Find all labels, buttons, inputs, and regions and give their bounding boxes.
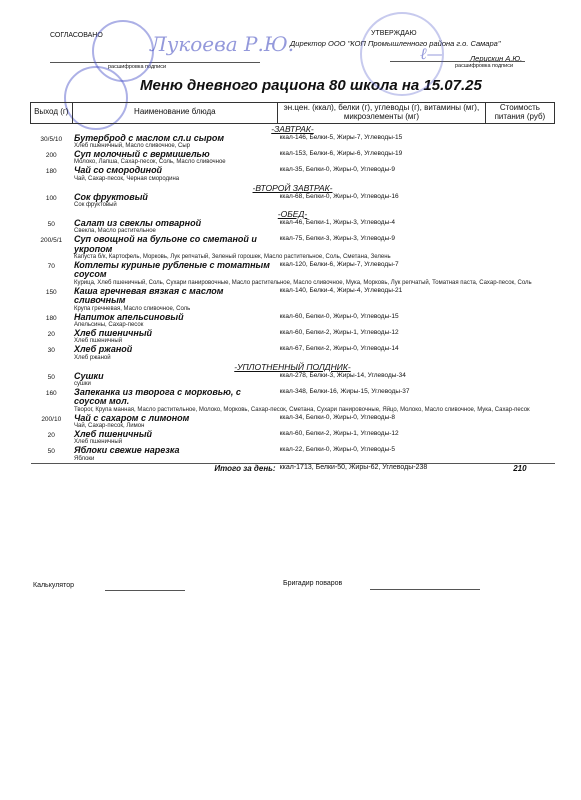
dish-cost — [485, 372, 554, 381]
dish-cost — [485, 345, 554, 354]
dish-cell — [72, 446, 278, 455]
dish-ingredients: Апельсины, Сахар-песок — [74, 321, 144, 328]
dish-output: 200 — [45, 151, 57, 159]
dish-output: 30 — [47, 347, 55, 355]
dish-cell — [72, 134, 278, 143]
director-title: Директор ООО "КОП Промышленного района г.о. Самара" — [290, 39, 501, 48]
left-decryption-label: расшифровка подписи — [108, 64, 167, 70]
dish-nutrition: ккал-34, Белки-0, Жиры-0, Углеводы-8 — [279, 413, 396, 421]
dish-row — [31, 430, 555, 439]
dish-output: 200/5/1 — [40, 237, 63, 245]
calculator-label: Калькулятор — [33, 582, 74, 589]
dish-cost — [485, 150, 554, 159]
dish-output: 50 — [47, 220, 55, 228]
dish-nutrition: ккал-348, Белки-16, Жиры-15, Углеводы-37 — [279, 387, 410, 395]
dish-ingredients: Свекла, Масло растительное — [74, 228, 156, 235]
dish-name: Сушки — [74, 370, 104, 381]
dish-row — [31, 287, 555, 306]
dish-name: Бутерброд с маслом сл.и сыром — [74, 132, 225, 143]
dish-cell — [72, 414, 278, 423]
dish-cell — [72, 193, 278, 202]
dish-output: 50 — [47, 373, 55, 381]
confirm-label: УТВЕРЖДАЮ — [371, 30, 417, 37]
dish-row — [31, 150, 555, 159]
dish-nutrition: ккал-146, Белки-5, Жиры-7, Углеводы-15 — [279, 133, 403, 141]
dish-nutrition: ккал-68, Белки-0, Жиры-0, Углеводы-16 — [279, 192, 399, 200]
dish-ingredients: Сок фруктовый — [74, 202, 117, 209]
dish-ingredients: сушки — [74, 380, 91, 387]
dish-nutrition: ккал-22, Белки-0, Жиры-0, Углеводы-5 — [279, 446, 396, 454]
dish-row — [31, 329, 555, 338]
dish-cell — [72, 166, 278, 175]
dish-ingredients: Чай, Сахар-песок, Лимон — [74, 423, 145, 430]
section-title: -ЗАВТРАК- — [271, 123, 314, 134]
dish-cost — [485, 388, 554, 407]
total-label: Итого за день: — [72, 463, 278, 473]
dish-cost — [485, 235, 554, 254]
dish-ingredients: Яблоки — [74, 455, 95, 462]
dish-ingredients: Капуста б/к, Картофель, Морковь, Лук репчатый, Зеленый горошек, Масло растительное, Соль, Сметана, Зелень — [74, 254, 391, 261]
ingredients-row — [31, 202, 555, 209]
dish-name: Хлеб пшеничный — [74, 428, 153, 439]
dish-nutrition: ккал-60, Белки-0, Жиры-0, Углеводы-15 — [279, 312, 399, 320]
approved-label: СОГЛАСОВАНО — [50, 32, 103, 39]
dish-name: Чай с сахаром с лимоном — [74, 412, 190, 423]
dish-output: 20 — [47, 330, 55, 338]
dish-cost — [485, 287, 554, 306]
dish-ingredients: Крупа гречневая, Масло сливочное, Соль — [74, 305, 191, 312]
dish-row — [31, 166, 555, 175]
section-title: -УПЛОТНЕННЫЙ ПОЛДНИК- — [234, 361, 351, 372]
dish-nutrition: ккал-60, Белки-2, Жиры-1, Углеводы-12 — [279, 328, 399, 336]
dish-nutrition: ккал-46, Белки-1, Жиры-3, Углеводы-4 — [279, 218, 396, 226]
dish-nutrition: ккал-153, Белки-6, Жиры-6, Углеводы-19 — [279, 149, 403, 157]
dish-cell — [72, 388, 278, 407]
dish-output: 180 — [45, 168, 57, 176]
col-name-header: Наименование блюда — [72, 103, 278, 124]
dish-ingredients: Курица, Хлеб пшеничный, Соль, Сухари панировочные, Масло растительное, Масло сливочное, Мука, Морковь, Лук репчатый, Томатная паста, Сахар-песок, Соль — [74, 279, 532, 286]
dish-cost — [485, 261, 554, 280]
dish-cost — [485, 313, 554, 322]
dish-output: 160 — [45, 389, 57, 397]
menu-table — [30, 102, 555, 473]
dish-row — [31, 219, 555, 228]
dish-name: Сок фруктовый — [74, 191, 148, 202]
ingredients-row — [31, 176, 555, 183]
dish-row — [31, 313, 555, 322]
dish-ingredients: Творог, Крупа манная, Масло растительное, Молоко, Морковь, Сахар-песок, Сметана, Сухари панировочные, Яйцо, Молоко, Масло сливочное, Мука, Сахар-песок — [74, 406, 530, 413]
dish-cost — [485, 430, 554, 439]
col-cost-header: Стоимость питания (руб) — [485, 103, 554, 124]
dish-ingredients: Молоко, Лапша, Сахар-песок, Соль, Масло сливочное — [74, 159, 226, 166]
dish-nutrition: ккал-60, Белки-2, Жиры-1, Углеводы-12 — [279, 429, 399, 437]
dish-output: 20 — [47, 431, 55, 439]
dish-cost — [485, 446, 554, 455]
dish-cell — [72, 430, 278, 439]
dish-cell — [72, 372, 278, 381]
total-cost: 210 — [485, 463, 554, 473]
section-header — [31, 362, 555, 372]
dish-name: Суп овощной на бульоне со сметаной и укропом — [74, 234, 257, 254]
dish-cell — [72, 261, 278, 280]
dish-row — [31, 372, 555, 381]
right-decryption-label: расшифровка подписи — [455, 63, 514, 69]
dish-nutrition: ккал-278, Белки-3, Жиры-14, Углеводы-34 — [279, 371, 406, 379]
page-title: Меню дневного рациона 80 школа на 15.07.25 — [140, 77, 482, 94]
dish-ingredients: Хлеб пшеничный — [74, 338, 123, 345]
section-title: -ВТОРОЙ ЗАВТРАК- — [252, 182, 333, 193]
dish-cost — [485, 166, 554, 175]
chef-signature-line — [370, 589, 480, 590]
dish-output: 200/10 — [41, 415, 62, 423]
dish-output: 100 — [45, 194, 57, 202]
ingredients-row — [31, 355, 555, 362]
dish-name: Хлеб ржаной — [74, 344, 133, 355]
dish-nutrition: ккал-35, Белки-0, Жиры-0, Углеводы-9 — [279, 166, 396, 174]
dish-cost — [485, 219, 554, 228]
dish-nutrition: ккал-140, Белки-4, Жиры-4, Углеводы-21 — [279, 286, 403, 294]
dish-output: 150 — [45, 288, 57, 296]
ingredients-row — [31, 456, 555, 463]
dish-cell — [72, 235, 278, 254]
dish-cost — [485, 329, 554, 338]
dish-cost — [485, 193, 554, 202]
total-nutrition: ккал-1713, Белки-50, Жиры-62, Углеводы-238 — [278, 463, 486, 473]
dish-ingredients: Хлеб пшеничный, Масло сливочное, Сыр — [74, 143, 190, 150]
dish-row — [31, 446, 555, 455]
menu-body — [31, 123, 555, 463]
dish-name: Запеканка из творога с морковью, с соусом мол. — [74, 386, 241, 407]
dish-row — [31, 261, 555, 280]
dish-output: 30/5/10 — [40, 135, 63, 143]
chef-label: Бригадир поваров — [283, 580, 343, 587]
director-signature: ℓ— — [420, 44, 443, 63]
dish-cost — [485, 414, 554, 423]
dish-name: Котлеты куриные рубленые с томатным соусом — [74, 260, 270, 280]
dish-ingredients: Хлеб пшеничный — [74, 439, 123, 446]
dish-row — [31, 235, 555, 254]
dish-ingredients: Чай, Сахар-песок, Черная смородина — [74, 175, 180, 182]
dish-row — [31, 134, 555, 143]
dish-name: Напиток апельсиновый — [74, 311, 184, 322]
dish-ingredients: Хлеб ржаной — [74, 354, 111, 361]
dish-row — [31, 345, 555, 354]
col-nut-header: эн.цен. (ккал), белки (г), углеводы (г), витамины (мг), микроэлементы (мг) — [278, 103, 486, 124]
dish-name: Хлеб пшеничный — [74, 327, 153, 338]
dish-name: Яблоки свежие нарезка — [74, 445, 180, 456]
dish-row — [31, 388, 555, 407]
dish-name: Чай со смородиной — [74, 165, 163, 176]
dish-cell — [72, 150, 278, 159]
dish-name: Каша гречневая вязкая с маслом сливочным — [74, 285, 224, 306]
dish-cell — [72, 313, 278, 322]
dish-name: Суп молочный с вермишелью — [74, 148, 210, 159]
dish-cell — [72, 329, 278, 338]
dish-cell — [72, 345, 278, 354]
dish-cost — [485, 134, 554, 143]
dish-nutrition: ккал-67, Белки-2, Жиры-0, Углеводы-14 — [279, 345, 399, 353]
dish-cell — [72, 287, 278, 306]
dish-output: 180 — [45, 314, 57, 322]
section-title: -ОБЕД- — [277, 208, 308, 219]
calculator-signature-line — [105, 590, 185, 591]
director-name: Лерискин А.Ю. — [470, 54, 523, 63]
left-signature: Лукоева Р.Ю. — [150, 32, 295, 56]
dish-row — [31, 193, 555, 202]
dish-cell — [72, 219, 278, 228]
dish-row — [31, 414, 555, 423]
dish-nutrition: ккал-120, Белки-6, Жиры-7, Углеводы-7 — [279, 261, 399, 268]
dish-nutrition: ккал-75, Белки-3, Жиры-3, Углеводы-9 — [279, 235, 396, 243]
dish-output: 50 — [47, 448, 55, 456]
total-row — [31, 463, 555, 473]
col-out-header: Выход (г) — [31, 103, 73, 124]
dish-name: Салат из свеклы отварной — [74, 217, 202, 228]
dish-output: 70 — [47, 263, 55, 270]
